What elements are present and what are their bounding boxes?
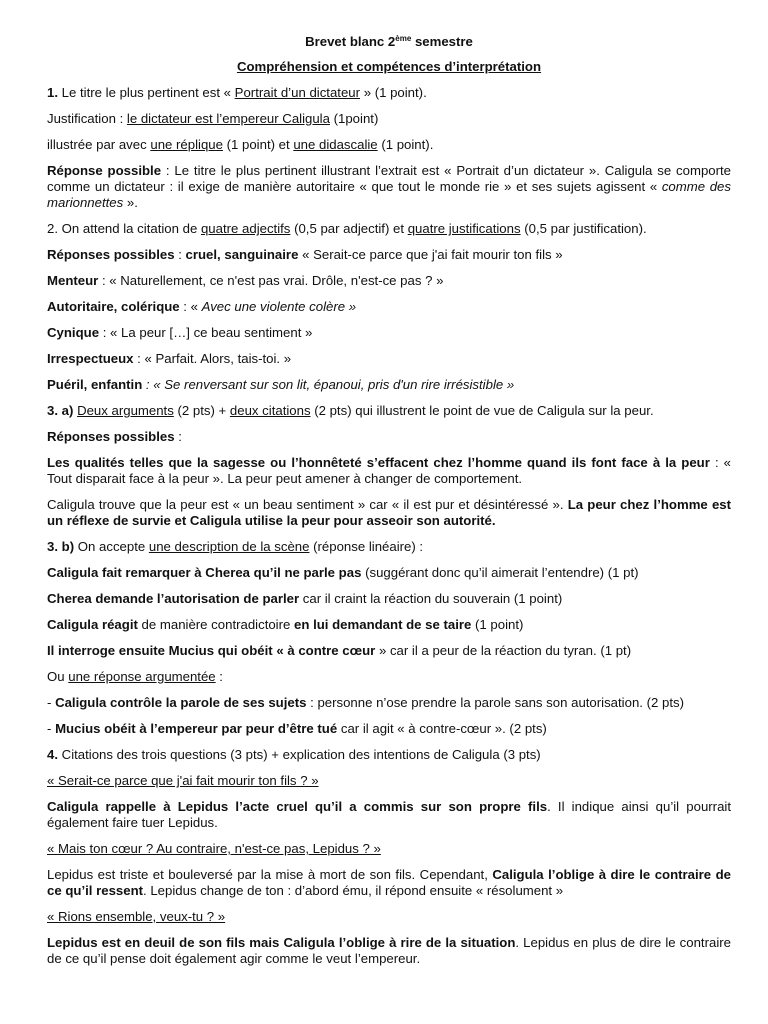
bold-text: Il interroge ensuite Mucius qui obéit « à contre cœur [47, 643, 376, 658]
title-superscript: ème [395, 34, 412, 43]
text: Lepidus est triste et bouleversé par la mise à mort de son fils. Cependant, [47, 867, 493, 882]
citation-1: « Serait-ce parce que j'ai fait mourir ton fils ? » [47, 773, 319, 788]
citation-2: « Mais ton cœur ? Au contraire, n'est-ce pas, Lepidus ? » [47, 841, 381, 856]
text: » car il a peur de la réaction du tyran. (1 pt) [375, 643, 632, 658]
question-2 [47, 221, 731, 237]
bold-text: Puéril, enfantin [47, 377, 143, 392]
bold-text: Caligula rappelle à Lepidus l’acte cruel qu’il a commis sur son propre fils [47, 799, 548, 814]
text: : « Parfait. Alors, tais-toi. » [133, 351, 292, 366]
text: « Serait-ce parce que j'ai fait mourir ton fils » [298, 247, 563, 262]
text: (1 point) [471, 617, 524, 632]
text: : « La peur […] ce beau sentiment » [99, 325, 313, 340]
scene-line-4 [47, 643, 731, 659]
citation-3-explanation [47, 935, 731, 967]
adjective-irrespectueux [47, 351, 731, 367]
underlined-text: quatre adjectifs [200, 221, 291, 236]
bold-text: Caligula contrôle la parole de ses sujets [55, 695, 307, 710]
text: : Le titre le plus pertinent illustrant l’extrait est « Portrait d’un dictateur ». Caligula se comporte comme un dictateur : il exige de manière autoritaire « que tout le monde rie » et ses sujets agissent « [47, 163, 731, 194]
text: Ou [47, 669, 69, 684]
question-3b [47, 539, 731, 555]
bold-text: Réponse possible [47, 163, 162, 178]
text: (0,5 par adjectif) et [290, 221, 408, 236]
question-number: 3. b) [47, 539, 75, 554]
answer-1 [47, 163, 731, 211]
answer-peur [47, 497, 731, 529]
adjective-cynique [47, 325, 731, 341]
text: (2 pts) qui illustrent le point de vue de Caligula sur la peur. [310, 403, 654, 418]
text: (1 point) et [222, 137, 294, 152]
text: - [47, 721, 56, 736]
answers-3-heading [47, 429, 731, 445]
question-number: 4. [47, 747, 58, 762]
italic-text: comme des marionnettes [47, 179, 731, 210]
text: On accepte [74, 539, 149, 554]
citation-2-explanation [47, 867, 731, 899]
document-page [47, 34, 731, 977]
text: : [215, 669, 223, 684]
citation-1-explanation [47, 799, 731, 831]
text: Caligula trouve que la peur est « un beau sentiment » car « il est pur et désintéressé ». [47, 497, 568, 512]
text: : « [179, 299, 202, 314]
section-subtitle: Compréhension et compétences d’interprétation [236, 59, 542, 74]
scene-line-2 [47, 591, 731, 607]
scene-line-1 [47, 565, 731, 581]
text: (suggérant donc qu’il aimerait l’entendre) (1 pt) [361, 565, 639, 580]
text: . Il indique ainsi qu’il pourrait également faire tuer Lepidus. [47, 799, 731, 830]
text: Le titre le plus pertinent est « [58, 85, 235, 100]
citation-3: « Rions ensemble, veux-tu ? » [47, 909, 226, 924]
text: de manière contradictoire [137, 617, 295, 632]
text: ». [123, 195, 138, 210]
question-1 [47, 85, 731, 101]
bold-text: Lepidus est en deuil de son fils mais Caligula l’oblige à rire de la situation [47, 935, 516, 950]
underlined-text: deux citations [229, 403, 311, 418]
bold-text: en lui demandant de se taire [294, 617, 472, 632]
question-3a [47, 403, 731, 419]
bold-text: Autoritaire, colérique [47, 299, 180, 314]
page-title [47, 34, 731, 50]
underlined-text: quatre justifications [407, 221, 521, 236]
text: : personne n’ose prendre la parole sans son autorisation. (2 pts) [306, 695, 684, 710]
text: . Lepidus change de ton : d’abord ému, il répond ensuite « résolument » [143, 883, 564, 898]
bold-text: Les qualités telles que la sagesse ou l’honnêteté s’effacent chez l’homme quand ils font face à la peur [47, 455, 710, 470]
underlined-text: le dictateur est l’empereur Caligula [126, 111, 330, 126]
text: (2 pts) + [173, 403, 230, 418]
alternative-answer [47, 669, 731, 685]
text: Citations des trois questions (3 pts) + explication des intentions de Caligula (3 pts) [58, 747, 541, 762]
text: : « Naturellement, ce n'est pas vrai. Drôle, n'est-ce pas ? » [98, 273, 444, 288]
bold-text: Cynique [47, 325, 100, 340]
text: car il craint la réaction du souverain (1 point) [299, 591, 563, 606]
bold-text: cruel, sanguinaire [185, 247, 299, 262]
bold-text: Menteur [47, 273, 99, 288]
adjective-pueril [47, 377, 731, 393]
underlined-text: une didascalie [293, 137, 378, 152]
text: car il agit « à contre-cœur ». (2 pts) [337, 721, 547, 736]
text: 2. On attend la citation de [47, 221, 201, 236]
question-number: 3. a) [47, 403, 74, 418]
text: : [174, 429, 182, 444]
justification [47, 111, 731, 127]
bold-text: Irrespectueux [47, 351, 134, 366]
text: (1 point). [377, 137, 434, 152]
text: (0,5 par justification). [520, 221, 647, 236]
underlined-text: une réplique [150, 137, 223, 152]
answer-2 [47, 247, 731, 263]
bold-text: Mucius obéit à l’empereur par peur d’être tué [55, 721, 338, 736]
bold-text: Caligula réagit [47, 617, 138, 632]
answer-qualites [47, 455, 731, 487]
bold-text: La peur chez l’homme est un réflexe de survie et Caligula utilise la peur pour asseoir son autorité. [47, 497, 731, 528]
adjective-menteur [47, 273, 731, 289]
underlined-text: une description de la scène [148, 539, 310, 554]
italic-text: Avec une violente colère » [201, 299, 357, 314]
title-text: Brevet blanc 2 [305, 34, 396, 49]
text: (1point) [329, 111, 379, 126]
text: - [47, 695, 56, 710]
bold-text: Réponses possibles [47, 429, 175, 444]
question-number: 1. [47, 85, 58, 100]
illustration-line [47, 137, 731, 153]
question-4 [47, 747, 731, 763]
text: (réponse linéaire) : [309, 539, 424, 554]
text: : [174, 247, 186, 262]
bold-text: Réponses possibles [47, 247, 175, 262]
text: » (1 point). [360, 85, 427, 100]
bold-text: Cherea demande l’autorisation de parler [47, 591, 300, 606]
underlined-text: Deux arguments [77, 403, 174, 418]
bold-text: Caligula l’oblige à dire le contraire de ce qu’il ressent [47, 867, 731, 898]
italic-text: : « Se renversant sur son lit, épanoui, pris d'un rire irrésistible » [142, 377, 515, 392]
text: Justification : [47, 111, 127, 126]
underlined-text: une réponse argumentée [68, 669, 216, 684]
text: . Lepidus en plus de dire le contraire de ce qu’il pense doit également agir comme le veut l’empereur. [47, 935, 731, 966]
text: : « Tout disparait face à la peur ». La peur peut amener à changer de comportement. [47, 455, 732, 486]
adjective-autoritaire [47, 299, 731, 315]
underlined-text: Portrait d’un dictateur [234, 85, 361, 100]
bold-text: Caligula fait remarquer à Cherea qu’il ne parle pas [47, 565, 362, 580]
text: illustrée par avec [47, 137, 151, 152]
title-suffix: semestre [411, 34, 473, 49]
argument-1 [47, 695, 731, 711]
scene-line-3 [47, 617, 731, 633]
argument-2 [47, 721, 731, 737]
